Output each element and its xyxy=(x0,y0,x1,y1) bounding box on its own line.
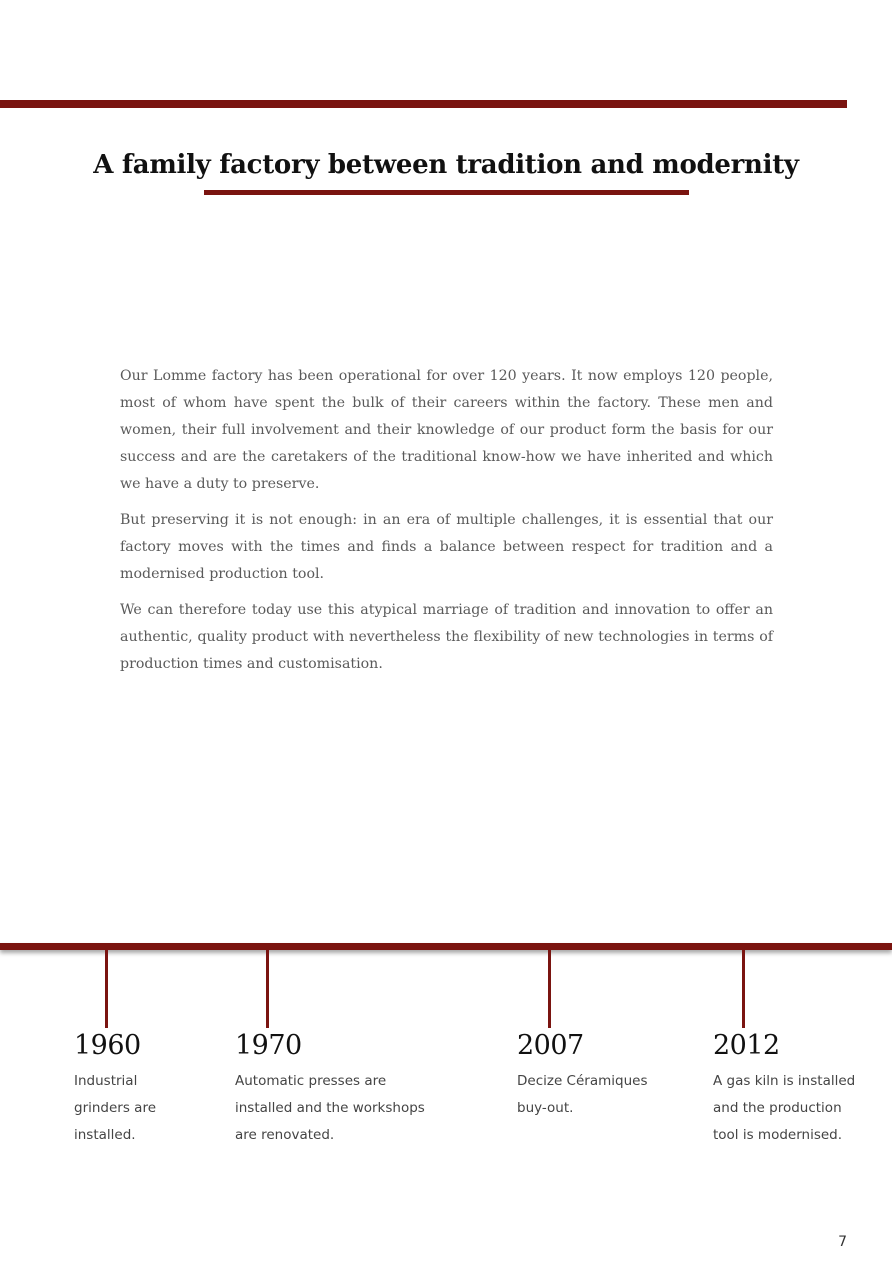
paragraph-3: We can therefore today use this atypical marriage of tradition and innovation to offer an authentic, quality product with nevertheless the flexibility of new technologies in terms of production times and customisation. xyxy=(120,602,773,672)
event-description-line: Automatic presses are xyxy=(235,1073,387,1089)
event-year: 2012 xyxy=(713,1030,780,1061)
title-underline xyxy=(204,190,689,195)
top-rule xyxy=(0,100,847,108)
page-number: 7 xyxy=(838,1234,847,1250)
timeline-event-1960 xyxy=(74,1028,156,1149)
event-description-line: tool is modernised. xyxy=(713,1127,843,1143)
event-description-line: Industrial xyxy=(74,1073,138,1089)
event-description-line: buy-out. xyxy=(517,1100,574,1116)
timeline-event-2007 xyxy=(517,1028,647,1122)
event-description-line: Decize Céramiques xyxy=(517,1073,648,1089)
event-description xyxy=(235,1068,425,1149)
paragraph-1: Our Lomme factory has been operational for over 120 years. It now employs 120 people, most of whom have spent the bulk of their careers within the factory. These men and women, their full involvement and their knowledge of our product form the basis for our success and are the caretakers of the traditional know-how we have inherited and which we have a duty to preserve. xyxy=(120,368,773,492)
paragraph-2: But preserving it is not enough: in an era of multiple challenges, it is essential that our factory moves with the times and finds a balance between respect for tradition and a modernised production tool. xyxy=(120,512,773,582)
event-description-line: are renovated. xyxy=(235,1127,335,1143)
event-year: 1970 xyxy=(235,1030,302,1061)
timeline-tick-1970 xyxy=(266,950,269,1028)
timeline-event-1970 xyxy=(235,1028,425,1149)
event-description xyxy=(74,1068,156,1149)
event-description xyxy=(517,1068,647,1122)
event-year: 1960 xyxy=(74,1030,141,1061)
timeline-tick-2007 xyxy=(548,950,551,1028)
timeline-tick-2012 xyxy=(742,950,745,1028)
event-description-line: A gas kiln is installed xyxy=(713,1073,856,1089)
timeline-event-2012 xyxy=(713,1028,855,1149)
body-text xyxy=(120,363,773,687)
event-description xyxy=(713,1068,855,1149)
page-title: A family factory between tradition and modernity xyxy=(93,150,799,180)
event-description-line: and the production xyxy=(713,1100,842,1116)
event-description-line: grinders are xyxy=(74,1100,157,1116)
timeline-tick-1960 xyxy=(105,950,108,1028)
event-description-line: installed and the workshops xyxy=(235,1100,425,1116)
timeline-rule xyxy=(0,943,892,950)
event-year: 2007 xyxy=(517,1030,584,1061)
event-description-line: installed. xyxy=(74,1127,136,1143)
